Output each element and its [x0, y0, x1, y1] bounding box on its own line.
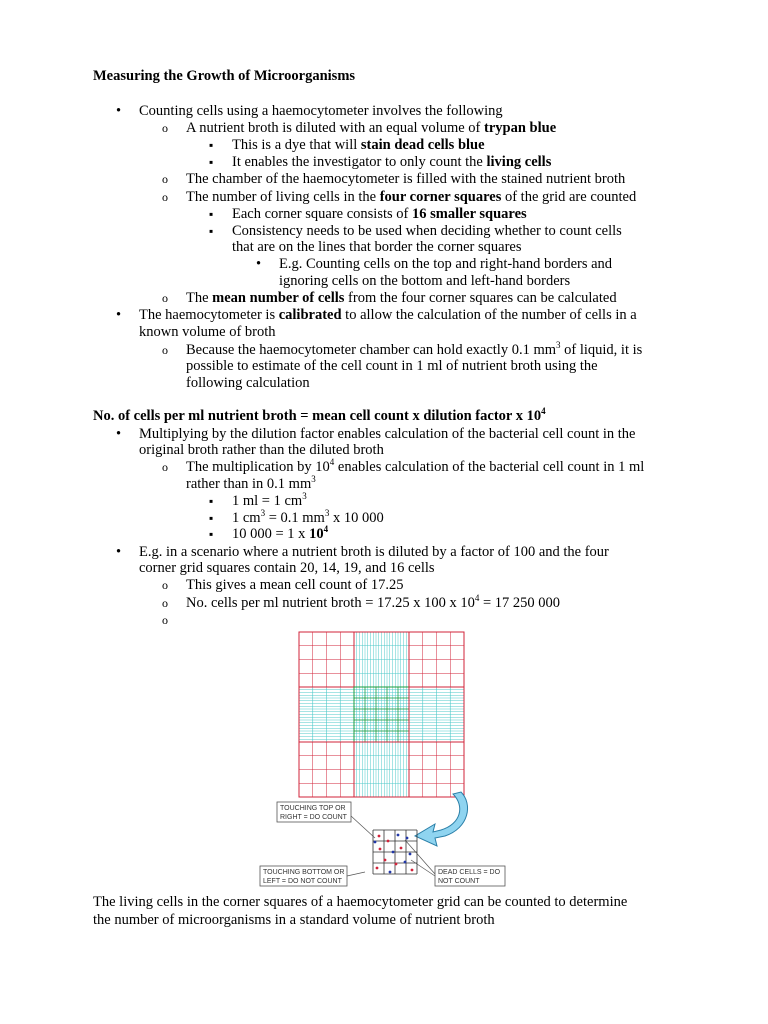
- text-line: The multiplication by $10^4$ enables calculation of the bacterial cell count in 1 ml: [186, 457, 645, 475]
- text-line: Multiplying by the dilution factor enables calculation of the bacterial cell count in the: [139, 426, 636, 442]
- living-cell: [395, 863, 398, 866]
- text-line: The mean number of cells from the four corner squares can be calculated: [186, 290, 617, 306]
- text-line: This is a dye that will stain dead cells blue: [232, 137, 485, 153]
- text-line: Each corner square consists of 16 smaller squares: [232, 206, 527, 222]
- dead-cell: [406, 837, 409, 840]
- text-line: that are on the lines that border the corner squares: [232, 239, 522, 255]
- svg-text:RIGHT = DO COUNT: RIGHT = DO COUNT: [280, 814, 347, 821]
- bullet-circle: [162, 189, 168, 206]
- text-line: corner grid squares contain 20, 14, 19, and 16 cells: [139, 560, 435, 576]
- svg-text:DEAD CELLS = DO: DEAD CELLS = DO: [438, 869, 501, 876]
- text-line: E.g. Counting cells on the top and right-hand borders and: [279, 256, 613, 272]
- text-line: This gives a mean cell count of 17.25: [186, 577, 404, 593]
- haemocytometer-figure: [255, 628, 515, 892]
- bullet-disc: [116, 103, 121, 120]
- bullet-disc: [116, 307, 121, 324]
- text-line: rather than in 0.1 $mm^3$: [186, 474, 316, 492]
- text-line: following calculation: [186, 375, 310, 391]
- formula: No. of cells per ml nutrient broth = mean cell count x dilution factor x $10^4$: [93, 406, 546, 424]
- text-line: Counting cells using a haemocytometer involves the following: [139, 103, 503, 119]
- text-line: 10 000 = 1 x $10^4$: [232, 524, 329, 542]
- bullet-disc: [116, 544, 121, 561]
- living-cell: [379, 848, 382, 851]
- haemocytometer-grid: [299, 632, 464, 797]
- bullet-square: [209, 526, 213, 543]
- zoomed-corner-square: [373, 830, 417, 874]
- text-line: The number of living cells in the four corner squares of the grid are counted: [186, 189, 637, 205]
- text-line: possible to estimate of the cell count in 1 ml of nutrient broth using the: [186, 358, 598, 374]
- bullet-circle: [162, 120, 168, 137]
- bullet-circle: [162, 577, 168, 594]
- bullet-circle: [162, 459, 168, 476]
- text-line: Because the haemocytometer chamber can hold exactly 0.1 $mm^3$ of liquid, it is: [186, 340, 643, 358]
- text-line: 1 ml = 1 $cm^3$: [232, 491, 307, 509]
- living-cell: [400, 847, 403, 850]
- text-line: ignoring cells on the bottom and left-hand borders: [279, 273, 571, 289]
- dead-cell: [404, 861, 407, 864]
- bullet-circle: [162, 342, 168, 359]
- bullet-circle: [162, 171, 168, 188]
- bullet-square: [209, 510, 213, 527]
- caption-line: the number of microorganisms in a standard volume of nutrient broth: [93, 912, 495, 928]
- text-line: original broth rather than the diluted broth: [139, 442, 384, 458]
- living-cell: [387, 840, 390, 843]
- page-title: Measuring the Growth of Microorganisms: [93, 68, 356, 84]
- label-touching-bottom: [260, 866, 347, 886]
- label-touching-top: [277, 802, 351, 822]
- text-line: A nutrient broth is diluted with an equal volume of trypan blue: [186, 120, 557, 136]
- bullet-disc: [116, 426, 121, 443]
- dead-cell: [392, 851, 395, 854]
- caption-line: The living cells in the corner squares of a haemocytometer grid can be counted to determine: [93, 894, 628, 910]
- bullet-circle: [162, 612, 168, 629]
- living-cell: [384, 859, 387, 862]
- living-cell: [411, 869, 414, 872]
- text-line: It enables the investigator to only count the living cells: [232, 154, 552, 170]
- svg-text:NOT COUNT: NOT COUNT: [438, 878, 480, 885]
- dead-cell: [374, 841, 377, 844]
- bullet-square: [209, 154, 213, 171]
- dead-cell: [397, 834, 400, 837]
- svg-text:LEFT = DO NOT COUNT: LEFT = DO NOT COUNT: [263, 878, 342, 885]
- text-line: No. cells per ml nutrient broth = 17.25 x 100 x $10^4 = 17$ 250 000: [186, 593, 561, 611]
- text-line: The haemocytometer is calibrated to allow the calculation of the number of cells in a: [139, 307, 637, 323]
- text-line: E.g. in a scenario where a nutrient broth is diluted by a factor of 100 and the four: [139, 544, 609, 560]
- bullet-square: [209, 223, 213, 240]
- label-dead-cells: [435, 866, 505, 886]
- bullet-square: [209, 137, 213, 154]
- svg-text:TOUCHING TOP OR: TOUCHING TOP OR: [280, 805, 346, 812]
- text-line: Consistency needs to be used when deciding whether to count cells: [232, 223, 622, 239]
- curved-arrow: [415, 792, 468, 846]
- text-line: 1 $cm^3 = 0.1$ $mm^3$ x 10 000: [232, 508, 384, 526]
- bullet-square: [209, 493, 213, 510]
- text-line: known volume of broth: [139, 324, 276, 340]
- dead-cell: [389, 871, 392, 874]
- svg-text:TOUCHING BOTTOM OR: TOUCHING BOTTOM OR: [263, 869, 345, 876]
- living-cell: [376, 867, 379, 870]
- living-cell: [378, 835, 381, 838]
- bullet-disc: [256, 256, 261, 273]
- text-line: The chamber of the haemocytometer is filled with the stained nutrient broth: [186, 171, 626, 187]
- bullet-circle: [162, 290, 168, 307]
- bullet-square: [209, 206, 213, 223]
- dead-cell: [409, 853, 412, 856]
- bullet-circle: [162, 595, 168, 612]
